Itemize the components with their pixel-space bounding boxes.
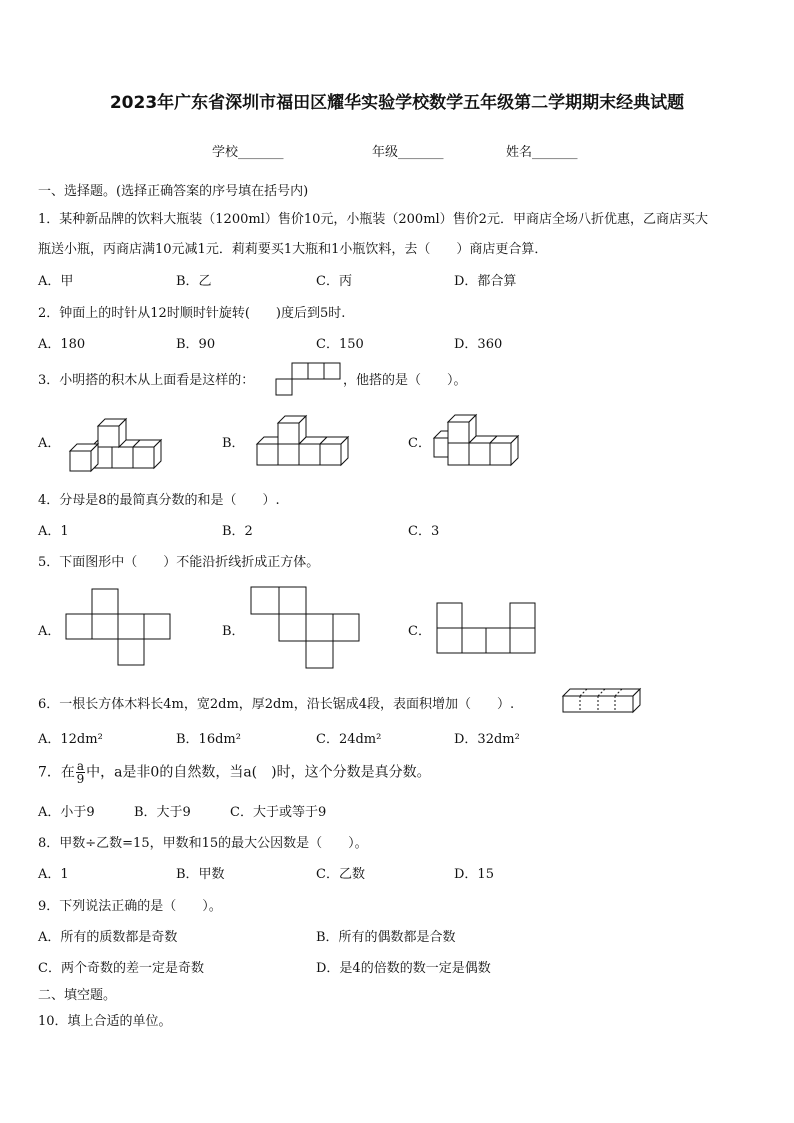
question-3-text: 3．小明搭的积木从上面看是这样的：	[38, 373, 255, 388]
q9-option-a: A．所有的质数都是奇数	[38, 930, 178, 945]
q7-option-c: C．大于或等于9	[230, 805, 327, 820]
question-1-line-2: 瓶送小瓶，丙商店满10元减1元．莉莉要买1大瓶和1小瓶饮料，去（ ）商店更合算．	[38, 242, 548, 257]
q7-option-b: B．大于9	[134, 805, 191, 820]
q8-option-b: B．甲数	[176, 867, 225, 882]
q5-net-b	[250, 586, 360, 670]
q5-option-b: B．	[222, 624, 245, 639]
q3-option-c: C．	[408, 436, 431, 451]
question-5: 5．下面图形中（ ）不能沿折线折成正方体。	[38, 555, 320, 570]
q5-net-c	[436, 602, 540, 654]
q3-figure-c	[432, 412, 528, 470]
name-field: 姓名_______	[506, 145, 578, 160]
q2-option-d: D．360	[454, 337, 503, 352]
grade-field: 年级_______	[372, 145, 444, 160]
q1-option-c: C．丙	[316, 274, 352, 289]
question-2: 2．钟面上的时针从12时顺时针旋转( )度后到5时.	[38, 306, 346, 321]
question-9: 9．下列说法正确的是（ ）。	[38, 899, 222, 914]
q3-option-a: A．	[38, 436, 61, 451]
q5-net-a	[66, 588, 170, 668]
q2-option-b: B．90	[176, 337, 216, 352]
fraction-a-over-9	[76, 760, 85, 785]
q5-option-c: C．	[408, 624, 431, 639]
q4-option-a: A．1	[38, 524, 69, 539]
question-3-tail: ，他搭的是（ ）。	[343, 373, 467, 388]
q9-option-c: C．两个奇数的差一定是奇数	[38, 961, 204, 976]
q2-option-a: A．180	[38, 337, 86, 352]
question-7	[38, 760, 431, 785]
q6-option-b: B．16dm²	[176, 732, 241, 747]
section-1-heading: 一、选择题。(选择正确答案的序号填在括号内)	[38, 184, 309, 199]
top-view-diagram	[275, 362, 341, 396]
wood-board-diagram	[560, 684, 644, 716]
q6-option-d: D．32dm²	[454, 732, 520, 747]
q3-option-b: B．	[222, 436, 245, 451]
q2-option-c: C．150	[316, 337, 364, 352]
fraction-denominator: 9	[76, 772, 85, 786]
question-4: 4．分母是8的最简真分数的和是（ ）.	[38, 493, 280, 508]
q8-option-c: C．乙数	[316, 867, 365, 882]
q9-option-b: B．所有的偶数都是合数	[316, 930, 456, 945]
q6-option-c: C．24dm²	[316, 732, 382, 747]
q5-option-a: A．	[38, 624, 61, 639]
q7-prefix: 7．在	[38, 764, 75, 781]
q1-option-d: D．都合算	[454, 274, 517, 289]
q1-option-a: A．甲	[38, 274, 74, 289]
fraction-numerator: a	[76, 759, 85, 773]
q8-option-d: D．15	[454, 867, 494, 882]
section-2-heading: 二、填空题。	[38, 988, 117, 1003]
question-6: 6．一根长方体木料长4m，宽2dm，厚2dm，沿长锯成4段，表面积增加（ ）.	[38, 697, 515, 712]
school-field: 学校_______	[212, 145, 284, 160]
q7-option-a: A．小于9	[38, 805, 95, 820]
q3-figure-b	[254, 414, 354, 468]
q8-option-a: A．1	[38, 867, 69, 882]
question-10: 10．填上合适的单位。	[38, 1014, 172, 1029]
page-title: 2023年广东省深圳市福田区耀华实验学校数学五年级第二学期期末经典试题	[109, 93, 685, 113]
q4-option-b: B．2	[222, 524, 253, 539]
q7-suffix: 中，a是非0的自然数，当a( )时，这个分数是真分数。	[86, 764, 431, 781]
question-8: 8．甲数÷乙数=15，甲数和15的最大公因数是（ ）。	[38, 836, 368, 851]
q4-option-c: C．3	[408, 524, 440, 539]
question-1-line-1: 1．某种新品牌的饮料大瓶装（1200ml）售价10元，小瓶装（200ml）售价2元．甲商店全场八折优惠，乙商店买大	[38, 212, 708, 227]
q1-option-b: B．乙	[176, 274, 212, 289]
q6-option-a: A．12dm²	[38, 732, 103, 747]
q9-option-d: D．是4的倍数的数一定是偶数	[316, 961, 491, 976]
q3-figure-a	[68, 414, 168, 472]
